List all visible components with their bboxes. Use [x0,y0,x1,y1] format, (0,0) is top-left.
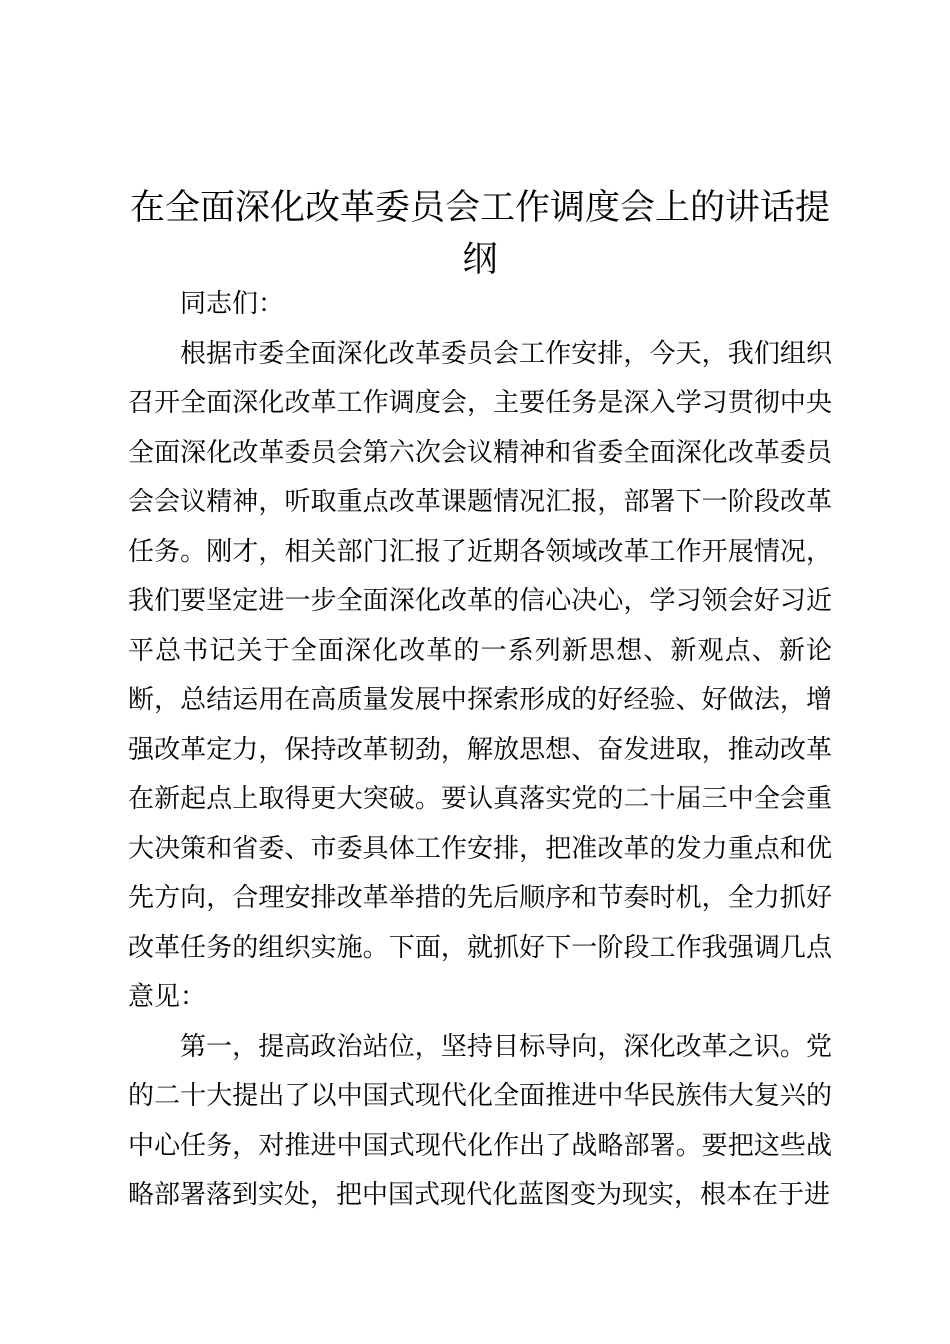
salutation: 同志们： [180,289,285,319]
document-body [128,280,832,1221]
paragraph-1: 根据市委全面深化改革委员会工作安排，今天，我们组织召开全面深化改革工作调度会，主要任务是深入学习贯彻中央全面深化改革委员会第六次会议精神和省委全面深化改革委员会会议精神，听取重点改革课题情况汇报，部署下一阶段改革任务。刚才，相关部门汇报了近期各领域改革工作开展情况，我们要坚定进一步全面深化改革的信心决心，学习领会好习近平总书记关于全面深化改革的一系列新思想、新观点、新论断，总结运用在高质量发展中探索形成的好经验、好做法，增强改革定力，保持改革韧劲，解放思想、奋发进取，推动改革在新起点上取得更大突破。要认真落实党的二十届三中全会重大决策和省委、市委具体工作安排，把准改革的发力重点和优先方向，合理安排改革举措的先后顺序和节奏时机，全力抓好改革任务的组织实施。下面，就抓好下一阶段工作我强调几点意见： [128,338,832,1012]
document-title: 在全面深化改革委员会工作调度会上的讲话提纲 [129,188,830,280]
paragraph-2: 第一，提高政治站位，坚持目标导向，深化改革之识。党的二十大提出了以中国式现代化全面推进中华民族伟大复兴的中心任务，对推进中国式现代化作出了战略部署。要把这些战略部署落到实处，把中国式现代化蓝图变为现实，根本在于进 [128,1031,832,1210]
